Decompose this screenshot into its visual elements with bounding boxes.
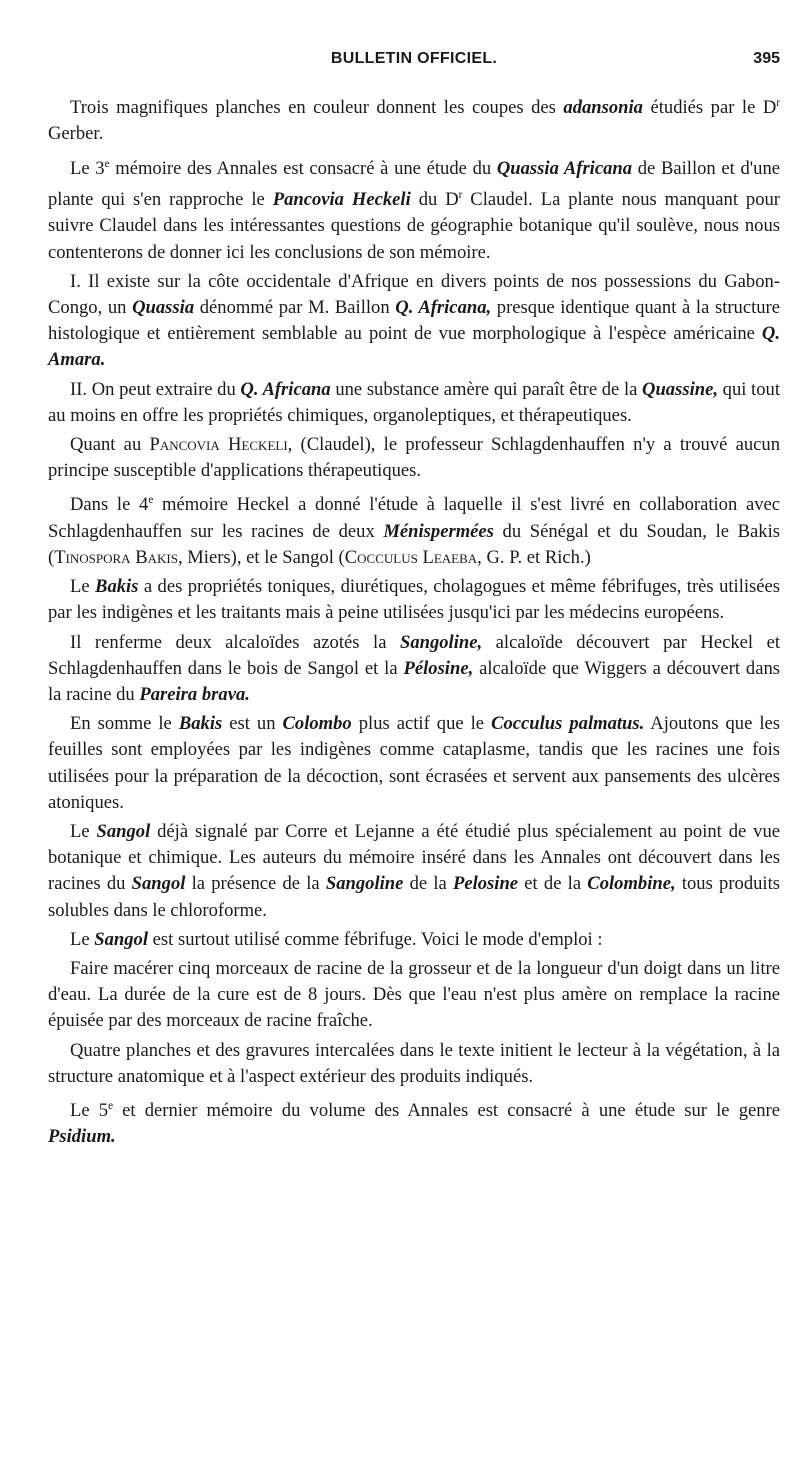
text-run: tous produits solubles dans le chloroforme. (48, 873, 780, 921)
text-run: est un (222, 713, 283, 735)
italic-term: Sangol (131, 873, 186, 895)
text-run: de Baillon et d'une plante qui s'en rapproche le (48, 157, 781, 211)
italic-term: Sangoline, (399, 631, 483, 653)
superscript: r (776, 97, 780, 109)
text-run: qui tout au moins en offre les propriétés chimiques, organoleptiques, et thérapeutiques. (48, 378, 780, 426)
body-text (48, 90, 780, 1151)
italic-term: Psidium. (48, 1126, 116, 1148)
text-run: II. On peut extraire du (70, 378, 241, 400)
italic-term: Pancovia Heckeli (272, 189, 411, 211)
text-run: Miers), et le Sangol ( (182, 547, 345, 568)
paragraph (48, 90, 780, 148)
page-number: 395 (753, 50, 780, 67)
text-run: plus actif que le (351, 713, 492, 735)
paragraph (48, 151, 780, 266)
text-run: la présence de la (185, 873, 326, 895)
text-run: dénommé par M. Baillon (194, 296, 396, 318)
text-run: Le 3 (70, 157, 105, 179)
paragraph (48, 487, 780, 571)
italic-term: Colombine, (587, 873, 676, 895)
italic-term: Pareira brava. (139, 684, 250, 706)
italic-term: Colombo (282, 713, 352, 735)
italic-term: Q. Africana (240, 378, 331, 400)
text-run: Gerber. (48, 123, 104, 145)
text-run: (Claudel), le professeur Schlagdenhauffen n'y a trouvé aucun principe susceptible d'applications thérapeutiques. (48, 434, 781, 482)
italic-term: Bakis (178, 713, 223, 735)
text-run: presque identique quant à la structure histologique et entièrement semblable au point de vue morphologique à l'espèce américaine (48, 296, 781, 345)
paragraph (48, 269, 780, 374)
text-run: Le (70, 576, 96, 598)
text-run: a des propriétés toniques, diurétiques, cholagogues et même fébrifuges, très utilisées par les indigènes et les traitants mais à peine utilisées jusqu'ici par les médecins européens. (48, 576, 781, 624)
text-run: Le 5 (70, 1100, 109, 1122)
text-run: du D (410, 189, 459, 211)
text-run: déjà signalé par Corre et Lejanne a été étudié plus spécialement au point de vue botanique et chimique. Les auteurs du mémoire inséré dans les Annales ont découvert dans les racines du (48, 821, 780, 895)
text-run: Dans le 4 (70, 494, 149, 516)
text-run: Ajoutons que les feuilles sont employées par les indigènes comme cataplasme, tandis que les racines une fois utilisées pour la préparation de la décoction, sont écrasées et servent aux pansements des ulcères atoniques. (48, 713, 780, 813)
superscript: e (104, 157, 110, 170)
text-run: est surtout utilisé comme fébrifuge. Voici le mode d'emploi : (148, 928, 603, 950)
superscript: e (108, 1100, 114, 1113)
paragraph (48, 711, 780, 816)
text-run: Le (70, 928, 95, 950)
italic-term: Sangol (94, 928, 149, 950)
text-run: alcaloïde découvert par Heckel et Schlagdenhauffen dans le bois de Sangol et la (48, 631, 780, 679)
text-run: une substance amère qui paraît être de la (330, 378, 643, 400)
text-run: alcaloïde que Wiggers a découvert dans la racine du (48, 657, 781, 706)
italic-term: adansonia (563, 97, 643, 119)
paragraph (48, 1038, 780, 1090)
running-head: BULLETIN OFFICIEL. (330, 50, 498, 67)
italic-term: Ménispermées (383, 520, 494, 542)
text-run: Il renferme deux alcaloïdes azotés la (70, 631, 400, 653)
paragraph (48, 927, 780, 953)
text-run: G. P. et Rich.) (481, 547, 591, 568)
italic-term: Pelosine (452, 873, 519, 895)
italic-term: Q. Africana, (395, 296, 492, 318)
text-run: et de la (518, 873, 588, 895)
italic-term: Pélosine, (403, 657, 474, 679)
text-run: I. Il existe sur la côte occidentale d'Afrique en divers points de nos possessions du Gabon-Congo, un (48, 270, 780, 318)
small-caps-name: Tinospora Bakis, (54, 547, 183, 568)
text-run: du Sénégal et du Soudan, le Bakis ( (48, 520, 780, 568)
superscript: e (148, 494, 154, 507)
italic-term: Quassia Africana (496, 157, 633, 179)
italic-term: Q. Amara. (48, 323, 780, 371)
paragraph (48, 377, 780, 429)
document-page (48, 50, 780, 1154)
text-run: étudiés par le D (642, 97, 777, 119)
text-run: En somme le (70, 713, 179, 735)
italic-term: Quassine, (642, 378, 718, 400)
small-caps-name: Cocculus Leaeba, (344, 547, 482, 568)
text-run: de la (403, 873, 453, 895)
paragraph (48, 819, 780, 924)
text-run: et dernier mémoire du volume des Annales est consacré à une étude sur le genre (113, 1100, 780, 1122)
italic-term: Sangol (96, 821, 151, 843)
paragraph (48, 1093, 780, 1151)
superscript: r (458, 188, 463, 201)
paragraph (48, 630, 780, 709)
paragraph (48, 574, 780, 626)
text-run: Le (70, 821, 97, 843)
paragraph (48, 956, 780, 1035)
text-run: Quatre planches et des gravures intercalées dans le texte initient le lecteur à la végétation, à la structure anatomique et à l'aspect extérieur des produits indiqués. (48, 1039, 780, 1087)
page-header (48, 50, 780, 80)
text-run: mémoire Heckel a donné l'étude à laquelle il s'est livré en collaboration avec Schlagdenhauffen sur les racines de deux (48, 494, 780, 542)
text-run: Quant au (70, 434, 150, 455)
text-run: Claudel. La plante nous manquant pour suivre Claudel dans les intéressantes questions de géographie botanique qu'il soulève, nous nous contenterons de donner ici les conclusions de son mémoire. (48, 189, 780, 263)
text-run: Faire macérer cinq morceaux de racine de la grosseur et de la longueur d'un doigt dans un litre d'eau. La durée de la cure est de 8 jours. Dès que l'eau n'est plus amère on remplace la racine épuisée par des morceaux de racine fraîche. (48, 958, 780, 1032)
italic-term: Quassia (132, 296, 195, 318)
text-run: Trois magnifiques planches en couleur donnent les coupes des (70, 97, 564, 119)
italic-term: Cocculus palmatus. (491, 713, 645, 735)
small-caps-name: Pancovia Heckeli, (149, 434, 293, 455)
paragraph (48, 432, 780, 484)
italic-term: Bakis (95, 576, 139, 598)
italic-term: Sangoline (325, 873, 404, 895)
text-run: mémoire des Annales est consacré à une étude du (109, 157, 497, 179)
